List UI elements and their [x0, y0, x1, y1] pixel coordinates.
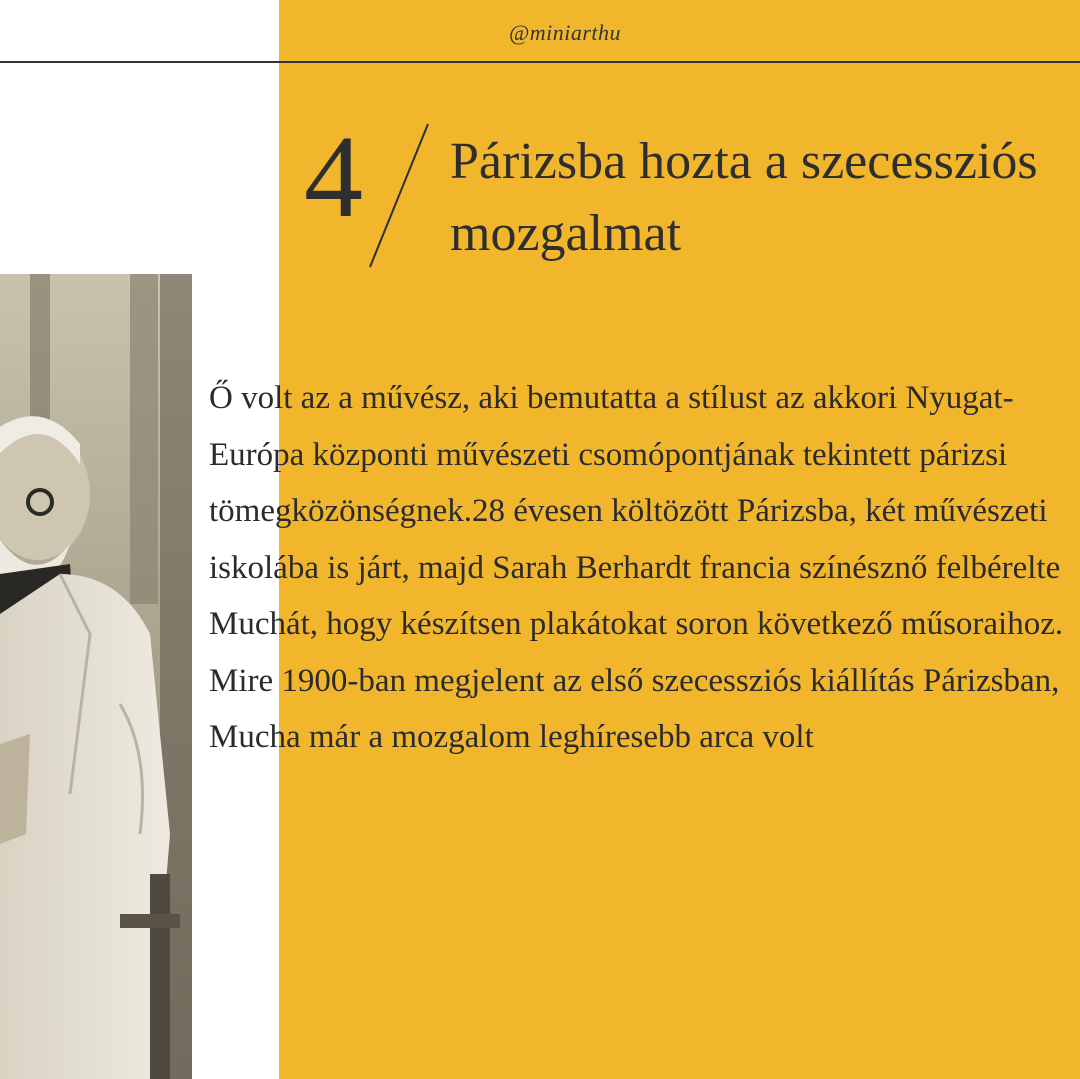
artist-photo: [0, 274, 192, 1079]
account-handle: @miniarthu: [509, 20, 622, 45]
slide-body: Ő volt az a művész, aki bemutatta a stílust az akkori Nyugat-Európa központi művészeti csomópontjának tekintett párizsi tömegközönségnek.28 évesen költözött Párizsba, két művészeti iskolába is járt, majd Sarah Berhardt francia színésznő felbérelte Muchát, hogy készítsen plakátokat soron következő műsoraihoz. Mire 1900-ban megjelent az első szecessziós kiállítás Párizsban, Mucha már a mozgalom leghíresebb arca volt: [209, 380, 1064, 755]
slash-divider: [366, 122, 436, 272]
top-divider: [0, 61, 1080, 63]
slide-title: Párizsba hozta a szecessziós mozgalmat: [450, 133, 1038, 262]
slide-number: 4: [304, 111, 363, 242]
